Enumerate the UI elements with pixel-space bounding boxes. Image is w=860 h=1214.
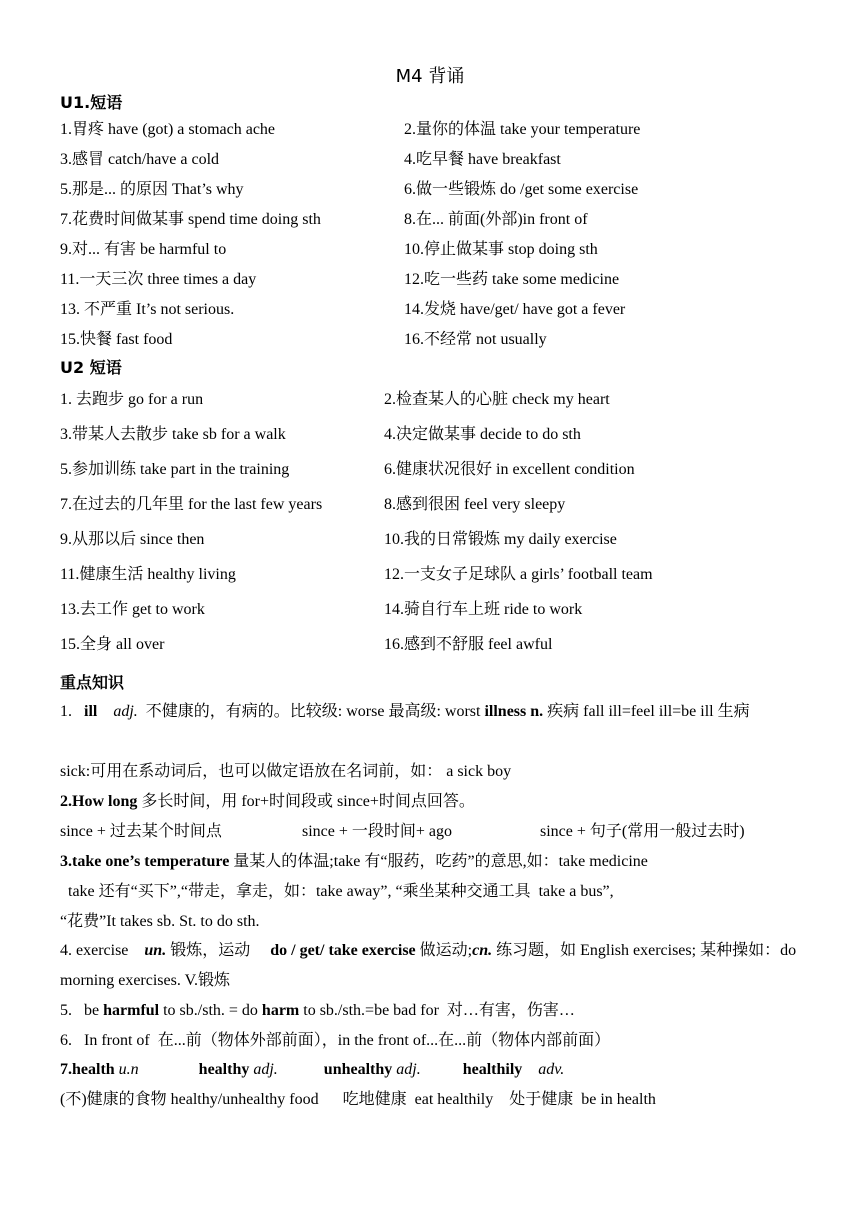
definition-text: 练习题，如 English exercises; 某种操如：do morning exercises. V.锻炼 xyxy=(60,942,797,989)
phrase-left: 13.去工作 get to work xyxy=(60,601,205,618)
keyword: 3.take one’s temperature xyxy=(60,853,230,870)
phrase-left: 15.快餐 fast food xyxy=(60,331,173,348)
phrase-row xyxy=(60,563,820,587)
keyword: healthily xyxy=(462,1061,523,1078)
phrase-row xyxy=(60,298,820,322)
phrase-left: 11.健康生活 healthy living xyxy=(60,566,236,583)
key-item-6: 6. In front of 在...前（物体外部前面），in the front of...在...前（物体内部前面） xyxy=(60,1032,611,1049)
key-item-3-note: take 还有“买下”,“带走，拿走，如：take away”, “乘坐某种交通工具 take a bus”, xyxy=(60,883,614,900)
key-item-1 xyxy=(60,697,805,727)
phrase-right: 14.骑自行车上班 ride to work xyxy=(384,601,583,618)
usage-text: since + 过去某个时间点 xyxy=(60,823,222,840)
definition-text: 做运动; xyxy=(415,942,473,959)
phrase-right: 8.感到很困 feel very sleepy xyxy=(384,496,566,513)
phrase-right: 6.健康状况很好 in excellent condition xyxy=(384,461,635,478)
phrase-row xyxy=(60,238,820,262)
phrase-row xyxy=(60,458,820,482)
part-of-speech: adj. xyxy=(253,1061,278,1078)
phrase-left: 11.一天三次 three times a day xyxy=(60,271,257,288)
phrase-row xyxy=(60,148,820,172)
phrase-left: 9.从那以后 since then xyxy=(60,531,205,548)
phrase-right: 4.决定做某事 decide to do sth xyxy=(384,426,581,443)
u2-heading: U2 短语 xyxy=(60,358,122,377)
phrase-right: 2.量你的体温 take your temperature xyxy=(404,121,641,138)
phrase-right: 14.发烧 have/get/ have got a fever xyxy=(404,301,626,318)
phrase-left: 13. 不严重 It’s not serious. xyxy=(60,301,235,318)
phrase-left: 3.带某人去散步 take sb for a walk xyxy=(60,426,286,443)
phrase-row xyxy=(60,528,820,552)
key-item-3-note-2: “花费”It takes sb. St. to do sth. xyxy=(60,913,260,930)
keyword: harm xyxy=(261,1002,300,1019)
phrase-right: 6.做一些锻炼 do /get some exercise xyxy=(404,181,639,198)
part-of-speech: adj. xyxy=(396,1061,421,1078)
phrase-left: 7.在过去的几年里 for the last few years xyxy=(60,496,323,513)
key-item-7-note: (不)健康的食物 healthy/unhealthy food 吃地健康 eat healthily 处于健康 be in health xyxy=(60,1091,656,1108)
phrase-row xyxy=(60,493,820,517)
text: to sb./sth.=be bad for 对…有害，伤害… xyxy=(299,1002,575,1019)
phrase-row xyxy=(60,598,820,622)
keyword: ill xyxy=(84,703,98,720)
key-item-1-note: sick:可用在系动词后，也可以做定语放在名词前，如： a sick boy xyxy=(60,763,512,780)
definition-text: 不健康的，有病的。比较级: worse 最高级: worst xyxy=(145,703,485,720)
phrase-left: 7.花费时间做某事 spend time doing sth xyxy=(60,211,321,228)
phrase-right: 10.停止做某事 stop doing sth xyxy=(404,241,598,258)
definition-text: 量某人的体温;take 有“服药，吃药”的意思,如：take medicine xyxy=(229,853,648,870)
phrase-row xyxy=(60,388,820,412)
keyword: illness n. xyxy=(484,703,544,720)
keyword: 2.How long xyxy=(60,793,138,810)
keyword: unhealthy xyxy=(323,1061,393,1078)
part-of-speech: adj. xyxy=(113,703,138,720)
phrase-right: 8.在... 前面(外部)in front of xyxy=(404,211,588,228)
key-item-5 xyxy=(60,999,805,1023)
text: 5. be xyxy=(60,1002,104,1019)
phrase-left: 1.胃疼 have (got) a stomach ache xyxy=(60,121,276,138)
part-of-speech: adv. xyxy=(538,1061,565,1078)
key-item-7 xyxy=(60,1058,805,1082)
usage-text: since + 句子(常用一般过去时) xyxy=(540,823,745,840)
phrase-row xyxy=(60,328,820,352)
keyword: harmful xyxy=(103,1002,160,1019)
usage-text: since + 一段时间+ ago xyxy=(302,823,453,840)
text: to sb./sth. = do xyxy=(159,1002,262,1019)
part-of-speech: cn. xyxy=(472,942,493,959)
key-item-3 xyxy=(60,850,805,874)
definition-text: 多长时间，用 for+时间段或 since+时间点回答。 xyxy=(137,793,475,810)
phrase-left: 3.感冒 catch/have a cold xyxy=(60,151,220,168)
phrase-row xyxy=(60,178,820,202)
definition-text: 疾病 fall ill=feel ill=be ill 生病 xyxy=(543,703,750,720)
part-of-speech: u.n xyxy=(118,1061,139,1078)
phrase-row xyxy=(60,633,820,657)
phrase-right: 12.吃一些药 take some medicine xyxy=(404,271,620,288)
phrase-right: 10.我的日常锻炼 my daily exercise xyxy=(384,531,617,548)
phrase-right: 4.吃早餐 have breakfast xyxy=(404,151,561,168)
key-item-4 xyxy=(60,936,805,996)
keyword: 7.health xyxy=(60,1061,115,1078)
keyword: healthy xyxy=(198,1061,250,1078)
phrase-right: 16.感到不舒服 feel awful xyxy=(384,636,553,653)
phrase-right: 16.不经常 not usually xyxy=(404,331,547,348)
phrase-row xyxy=(60,208,820,232)
phrase-left: 15.全身 all over xyxy=(60,636,165,653)
part-of-speech: un. xyxy=(144,942,167,959)
definition-text: 锻炼，运动 xyxy=(166,942,271,959)
phrase-left: 9.对... 有害 be harmful to xyxy=(60,241,227,258)
phrase-right: 12.一支女子足球队 a girls’ football team xyxy=(384,566,653,583)
key-heading: 重点知识 xyxy=(60,673,125,692)
keyword: do / get/ take exercise xyxy=(270,942,416,959)
item-number: 4. exercise xyxy=(60,942,129,959)
u1-heading: U1.短语 xyxy=(60,93,123,112)
phrase-row xyxy=(60,268,820,292)
phrase-row xyxy=(60,423,820,447)
item-number: 1. xyxy=(60,703,72,720)
phrase-right: 2.检查某人的心脏 check my heart xyxy=(384,391,610,408)
phrase-left: 5.参加训练 take part in the training xyxy=(60,461,290,478)
key-item-2 xyxy=(60,790,805,814)
phrase-row xyxy=(60,118,820,142)
page-title: M4 背诵 xyxy=(395,66,465,87)
phrase-left: 5.那是... 的原因 That’s why xyxy=(60,181,244,198)
phrase-left: 1. 去跑步 go for a run xyxy=(60,391,204,408)
